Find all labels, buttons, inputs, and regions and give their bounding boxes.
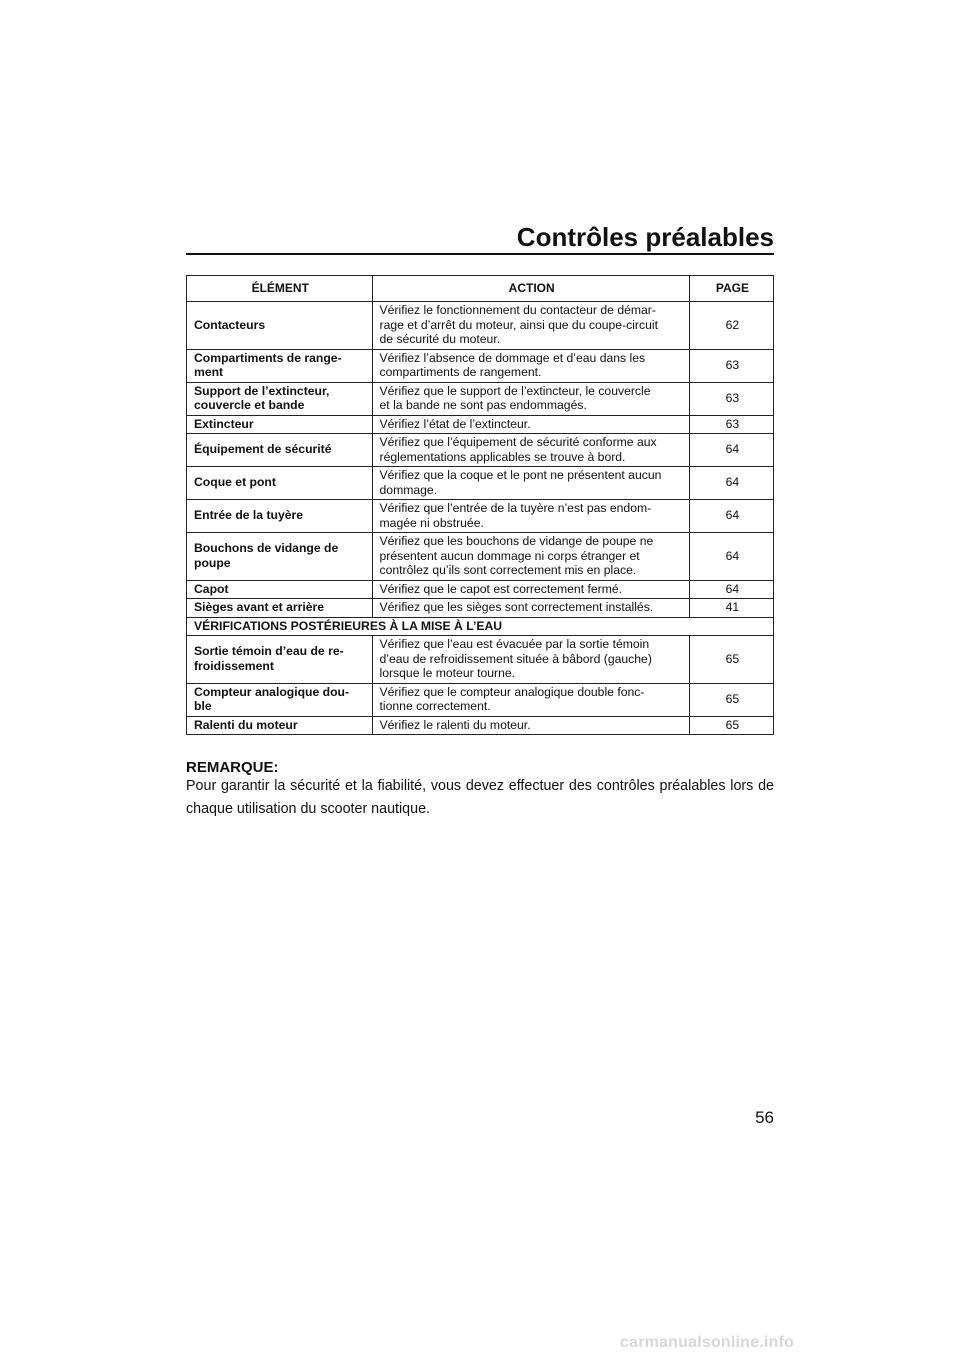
row-action: Vérifiez l’absence de dommage et d’eau dans les compartiments de rangement. bbox=[372, 349, 689, 382]
row-item: Compteur analogique dou- ble bbox=[187, 683, 373, 716]
table-row bbox=[187, 415, 774, 434]
row-page: 64 bbox=[689, 533, 773, 581]
row-page: 65 bbox=[689, 683, 773, 716]
row-item: Bouchons de vidange de poupe bbox=[187, 533, 373, 581]
checklist-table bbox=[186, 275, 774, 735]
row-page: 64 bbox=[689, 467, 773, 500]
row-action: Vérifiez que l’eau est évacuée par la sortie témoin d’eau de refroidissement située à bâbord (gauche) lorsque le moteur tourne. bbox=[372, 636, 689, 684]
row-action: Vérifiez que la coque et le pont ne présentent aucun dommage. bbox=[372, 467, 689, 500]
row-page: 65 bbox=[689, 716, 773, 735]
column-header-page: PAGE bbox=[689, 276, 773, 302]
section-heading-row bbox=[187, 617, 774, 636]
row-item: Capot bbox=[187, 580, 373, 599]
row-action: Vérifiez que l’entrée de la tuyère n’est pas endom- magée ni obstruée. bbox=[372, 500, 689, 533]
watermark: carmanualsonline.info bbox=[620, 1334, 795, 1351]
row-item: Coque et pont bbox=[187, 467, 373, 500]
row-action: Vérifiez que le compteur analogique double fonc- tionne correctement. bbox=[372, 683, 689, 716]
row-item: Sièges avant et arrière bbox=[187, 599, 373, 618]
row-action: Vérifiez que les sièges sont correctement installés. bbox=[372, 599, 689, 618]
row-action: Vérifiez que le capot est correctement fermé. bbox=[372, 580, 689, 599]
table-row bbox=[187, 599, 774, 618]
row-page: 65 bbox=[689, 636, 773, 684]
row-item: Entrée de la tuyère bbox=[187, 500, 373, 533]
column-header-item: ÉLÉMENT bbox=[187, 276, 373, 302]
post-launch-rows bbox=[187, 636, 774, 735]
row-page: 64 bbox=[689, 500, 773, 533]
table-row bbox=[187, 382, 774, 415]
column-header-action: ACTION bbox=[372, 276, 689, 302]
table-row bbox=[187, 467, 774, 500]
table-row bbox=[187, 434, 774, 467]
table-row bbox=[187, 636, 774, 684]
row-action: Vérifiez le ralenti du moteur. bbox=[372, 716, 689, 735]
row-action: Vérifiez que les bouchons de vidange de poupe ne présentent aucun dommage ni corps étranger et contrôlez qu’ils sont correctement mis en place. bbox=[372, 533, 689, 581]
row-page: 63 bbox=[689, 415, 773, 434]
row-page: 41 bbox=[689, 599, 773, 618]
row-page: 64 bbox=[689, 434, 773, 467]
table-row bbox=[187, 580, 774, 599]
table-row bbox=[187, 683, 774, 716]
table-row bbox=[187, 302, 774, 350]
pre-launch-rows bbox=[187, 302, 774, 618]
row-item: Compartiments de range- ment bbox=[187, 349, 373, 382]
page-number: 56 bbox=[755, 1108, 774, 1127]
row-page: 63 bbox=[689, 382, 773, 415]
row-item: Extincteur bbox=[187, 415, 373, 434]
row-action: Vérifiez que l’équipement de sécurité conforme aux réglementations applicables se trouve à bord. bbox=[372, 434, 689, 467]
row-action: Vérifiez l’état de l’extincteur. bbox=[372, 415, 689, 434]
row-item: Contacteurs bbox=[187, 302, 373, 350]
title-divider bbox=[186, 253, 774, 255]
row-page: 64 bbox=[689, 580, 773, 599]
table-row bbox=[187, 533, 774, 581]
row-item: Support de l’extincteur, couvercle et bande bbox=[187, 382, 373, 415]
row-page: 63 bbox=[689, 349, 773, 382]
table-row bbox=[187, 349, 774, 382]
row-item: Ralenti du moteur bbox=[187, 716, 373, 735]
page-title: Contrôles préalables bbox=[516, 222, 774, 252]
table-header-row bbox=[187, 276, 774, 302]
row-action: Vérifiez le fonctionnement du contacteur de démar- rage et d’arrêt du moteur, ainsi que du coupe-circuit de sécurité du moteur. bbox=[372, 302, 689, 350]
row-action: Vérifiez que le support de l’extincteur, le couvercle et la bande ne sont pas endommagés. bbox=[372, 382, 689, 415]
row-page: 62 bbox=[689, 302, 773, 350]
remark-text: Pour garantir la sécurité et la fiabilité, vous devez effectuer des contrôles préalables lors de chaque utilisation du scooter nautique. bbox=[186, 778, 774, 817]
section-heading: VÉRIFICATIONS POSTÉRIEURES À LA MISE À L’EAU bbox=[187, 617, 774, 636]
table-row bbox=[187, 716, 774, 735]
remark-heading: REMARQUE: bbox=[186, 759, 279, 776]
table-row bbox=[187, 500, 774, 533]
row-item: Équipement de sécurité bbox=[187, 434, 373, 467]
row-item: Sortie témoin d’eau de re- froidissement bbox=[187, 636, 373, 684]
